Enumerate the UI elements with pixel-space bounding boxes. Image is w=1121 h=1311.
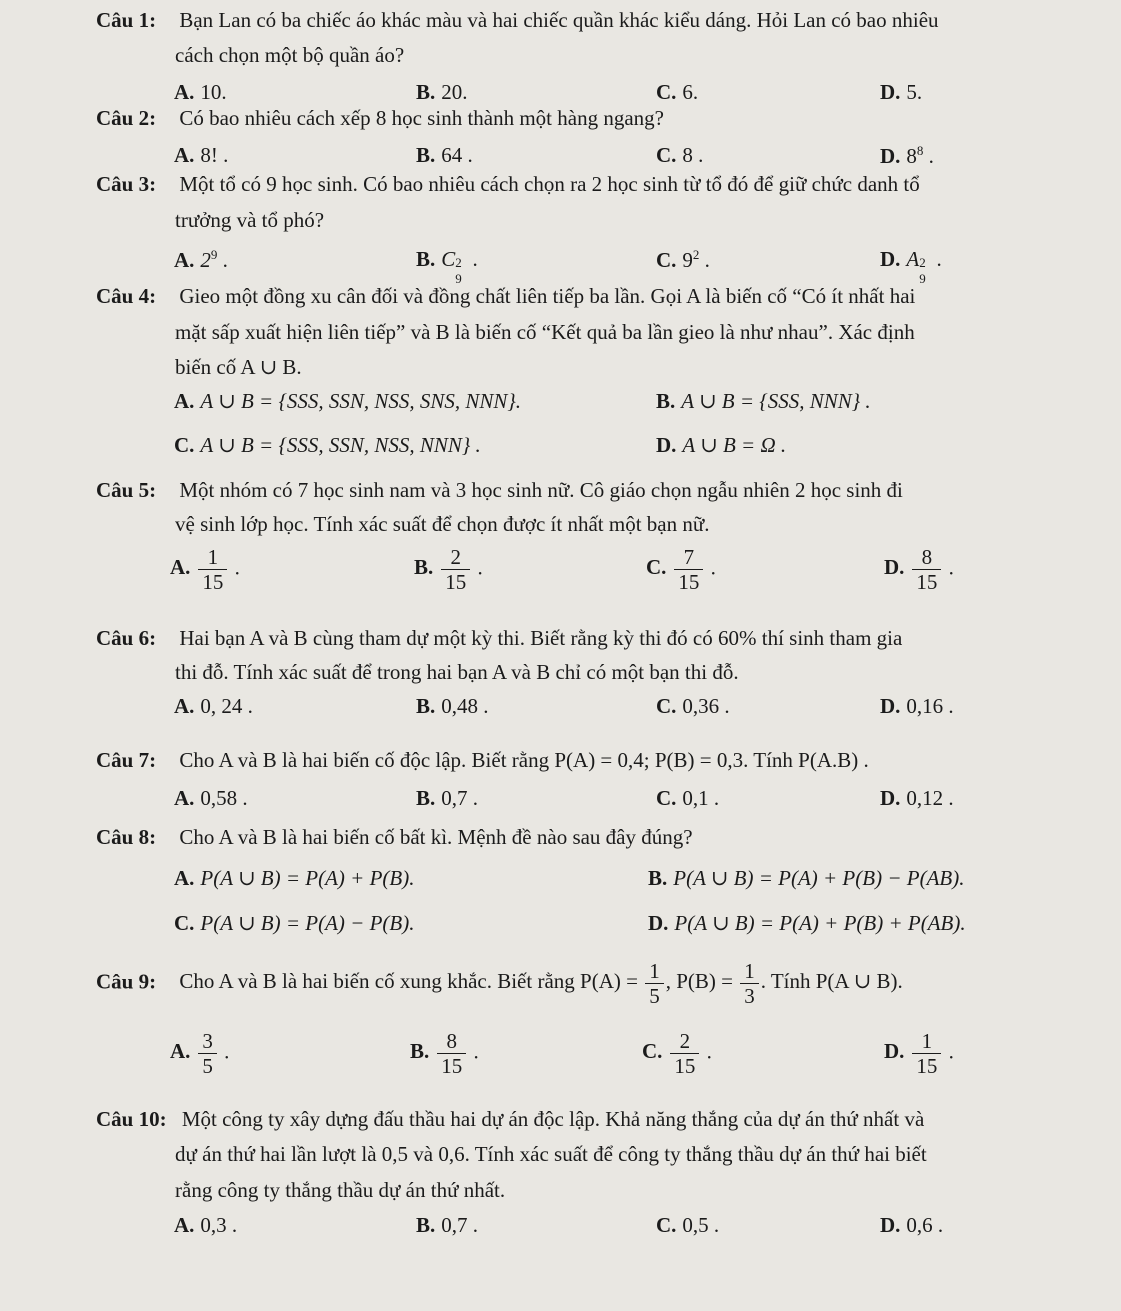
option-d[interactable]: D. 0,12 . <box>880 786 954 810</box>
question-text: Có bao nhiêu cách xếp 8 học sinh thành một hàng ngang? <box>179 106 664 130</box>
option-c[interactable]: C. 0,36 . <box>656 694 730 718</box>
question-label: Câu 4: <box>96 284 157 308</box>
question-text: thi đỗ. Tính xác suất để trong hai bạn A và B chỉ có một bạn thi đỗ. <box>175 660 739 684</box>
question-label: Câu 6: <box>96 626 157 650</box>
option-a[interactable]: A. P(A ∪ B) = P(A) + P(B). <box>174 866 415 890</box>
option-c[interactable]: C. A ∪ B = {SSS, SSN, NSS, NNN} . <box>174 433 481 457</box>
option-c[interactable]: C. P(A ∪ B) = P(A) − P(B). <box>174 911 415 935</box>
question-label: Câu 10: <box>96 1107 167 1131</box>
question-text: Một nhóm có 7 học sinh nam và 3 học sinh nữ. Cô giáo chọn ngẫu nhiên 2 học sinh đi <box>179 478 903 502</box>
question-text: Cho A và B là hai biến cố xung khắc. Biết rằng P(A) = $\frac{1}{5}$ , P(B) = $\frac{1}{3}$ . Tính P(A ∪ B). <box>179 959 903 1009</box>
option-b[interactable]: B. A ∪ B = {SSS, NNN} . <box>656 389 871 413</box>
fraction: $\frac{1}{15}$ <box>198 546 227 593</box>
option-a[interactable]: A. 8! . <box>174 143 229 167</box>
option-a[interactable]: A. 0,58 . <box>174 786 248 810</box>
option-d[interactable]: D. $\frac{1}{15}$ . <box>884 1029 954 1079</box>
fraction: $\frac{2}{15}$ <box>441 546 470 593</box>
option-b[interactable]: B. 0,7 . <box>416 786 479 810</box>
fraction: $\frac{7}{15}$ <box>674 546 703 593</box>
question-label: Câu 5: <box>96 478 157 502</box>
question-text: Cho A và B là hai biến cố bất kì. Mệnh đề nào sau đây đúng? <box>179 825 693 849</box>
option-d[interactable]: D. A 2 9 . <box>880 247 942 286</box>
option-c[interactable]: C. $\frac{2}{15}$ . <box>642 1029 712 1079</box>
question-label: Câu 3: <box>96 172 157 196</box>
option-a[interactable]: A. A ∪ B = {SSS, SSN, NSS, SNS, NNN}. <box>174 389 522 413</box>
question-label: Câu 9: <box>96 969 157 994</box>
question-text: biến cố A ∪ B. <box>175 355 302 379</box>
question-text: trưởng và tổ phó? <box>175 208 325 232</box>
option-b[interactable]: B. P(A ∪ B) = P(A) + P(B) − P(AB). <box>648 866 965 890</box>
option-b[interactable]: B. 0,7 . <box>416 1213 479 1237</box>
option-c[interactable]: C. 6. <box>656 80 699 104</box>
fraction: $\frac{3}{5}$ <box>198 1030 217 1077</box>
option-a[interactable]: A. 0,3 . <box>174 1213 238 1237</box>
option-b[interactable]: B. $\frac{2}{15}$ . <box>414 545 483 595</box>
question-text: Gieo một đồng xu cân đối và đồng chất liên tiếp ba lần. Gọi A là biến cố “Có ít nhất hai <box>179 284 916 308</box>
question-label: Câu 8: <box>96 825 157 849</box>
option-b[interactable]: B. 20. <box>416 80 468 104</box>
option-c[interactable]: C. $\frac{7}{15}$ . <box>646 545 716 595</box>
option-d[interactable]: D. 0,6 . <box>880 1213 944 1237</box>
option-a[interactable]: A. 0, 24 . <box>174 694 253 718</box>
option-d[interactable]: D. 0,16 . <box>880 694 954 718</box>
option-d[interactable]: D. $\frac{8}{15}$ . <box>884 545 954 595</box>
fraction: $\frac{8}{15}$ <box>437 1030 466 1077</box>
question-text: vệ sinh lớp học. Tính xác suất để chọn được ít nhất một bạn nữ. <box>175 512 710 536</box>
question-text: dự án thứ hai lần lượt là 0,5 và 0,6. Tính xác suất để công ty thắng thầu dự án thứ hai biết <box>175 1142 927 1166</box>
question-label: Câu 7: <box>96 748 157 772</box>
fraction: $\frac{2}{15}$ <box>670 1030 699 1077</box>
option-b[interactable]: B. 0,48 . <box>416 694 489 718</box>
option-d[interactable]: D. 5. <box>880 80 923 104</box>
question-text: Một tổ có 9 học sinh. Có bao nhiêu cách chọn ra 2 học sinh từ tổ đó để giữ chức danh tổ <box>179 172 920 196</box>
option-d[interactable]: D. $8^8$ . <box>880 143 934 168</box>
question-text: Bạn Lan có ba chiếc áo khác màu và hai chiếc quần khác kiểu dáng. Hỏi Lan có bao nhiêu <box>179 8 939 32</box>
question-text: Hai bạn A và B cùng tham dự một kỳ thi. Biết rằng kỳ thi đó có 60% thí sinh tham gia <box>179 626 903 650</box>
question-text: Một công ty xây dựng đấu thầu hai dự án độc lập. Khả năng thắng của dự án thứ nhất và <box>181 1107 925 1131</box>
option-a[interactable]: A. $2^9$ . <box>174 247 228 272</box>
question-text: Cho A và B là hai biến cố độc lập. Biết rằng P(A) = 0,4; P(B) = 0,3. Tính P(A.B) . <box>179 748 869 772</box>
fraction: $\frac{1}{15}$ <box>912 1030 941 1077</box>
fraction: $\frac{1}{5}$ <box>645 960 664 1007</box>
option-a[interactable]: A. 10. <box>174 80 227 104</box>
option-d[interactable]: D. P(A ∪ B) = P(A) + P(B) + P(AB). <box>648 911 966 935</box>
question-label: Câu 2: <box>96 106 157 130</box>
option-b[interactable]: B. C 2 9 . <box>416 247 478 286</box>
option-a[interactable]: A. $\frac{3}{5}$ . <box>170 1029 230 1079</box>
fraction: $\frac{8}{15}$ <box>912 546 941 593</box>
option-b[interactable]: B. 64 . <box>416 143 473 167</box>
option-c[interactable]: C. 8 . <box>656 143 704 167</box>
option-a[interactable]: A. $\frac{1}{15}$ . <box>170 545 240 595</box>
fraction: $\frac{1}{3}$ <box>740 960 759 1007</box>
option-c[interactable]: C. 0,5 . <box>656 1213 720 1237</box>
option-b[interactable]: B. $\frac{8}{15}$ . <box>410 1029 479 1079</box>
option-c[interactable]: C. $9^2$ . <box>656 247 710 272</box>
option-d[interactable]: D. A ∪ B = Ω . <box>656 433 787 457</box>
question-text: cách chọn một bộ quần áo? <box>175 43 405 67</box>
question-label: Câu 1: <box>96 8 157 32</box>
option-c[interactable]: C. 0,1 . <box>656 786 720 810</box>
question-text: mặt sấp xuất hiện liên tiếp” và B là biến cố “Kết quả ba lần gieo là như nhau”. Xác định <box>175 320 915 344</box>
question-text: rằng công ty thắng thầu dự án thứ nhất. <box>175 1178 506 1202</box>
